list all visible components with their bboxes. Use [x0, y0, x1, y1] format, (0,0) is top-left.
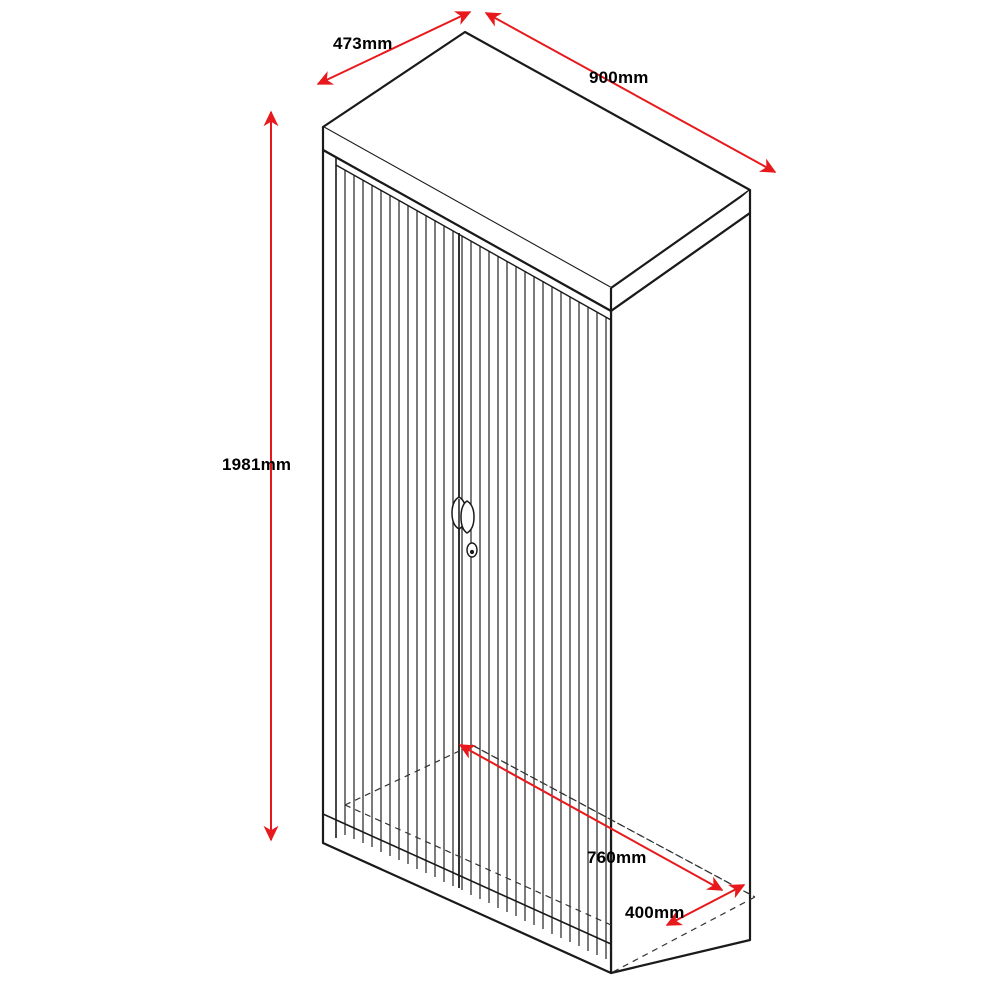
dimension-label-width: 900mm	[589, 68, 649, 87]
dimension-label-height: 1981mm	[222, 455, 292, 474]
dimension-label-internal-width: 760mm	[587, 848, 647, 867]
dimension-label-depth: 473mm	[333, 34, 393, 53]
cabinet-body	[323, 32, 750, 973]
door-lock	[467, 543, 477, 557]
dimension-label-internal-depth: 400mm	[625, 903, 685, 922]
